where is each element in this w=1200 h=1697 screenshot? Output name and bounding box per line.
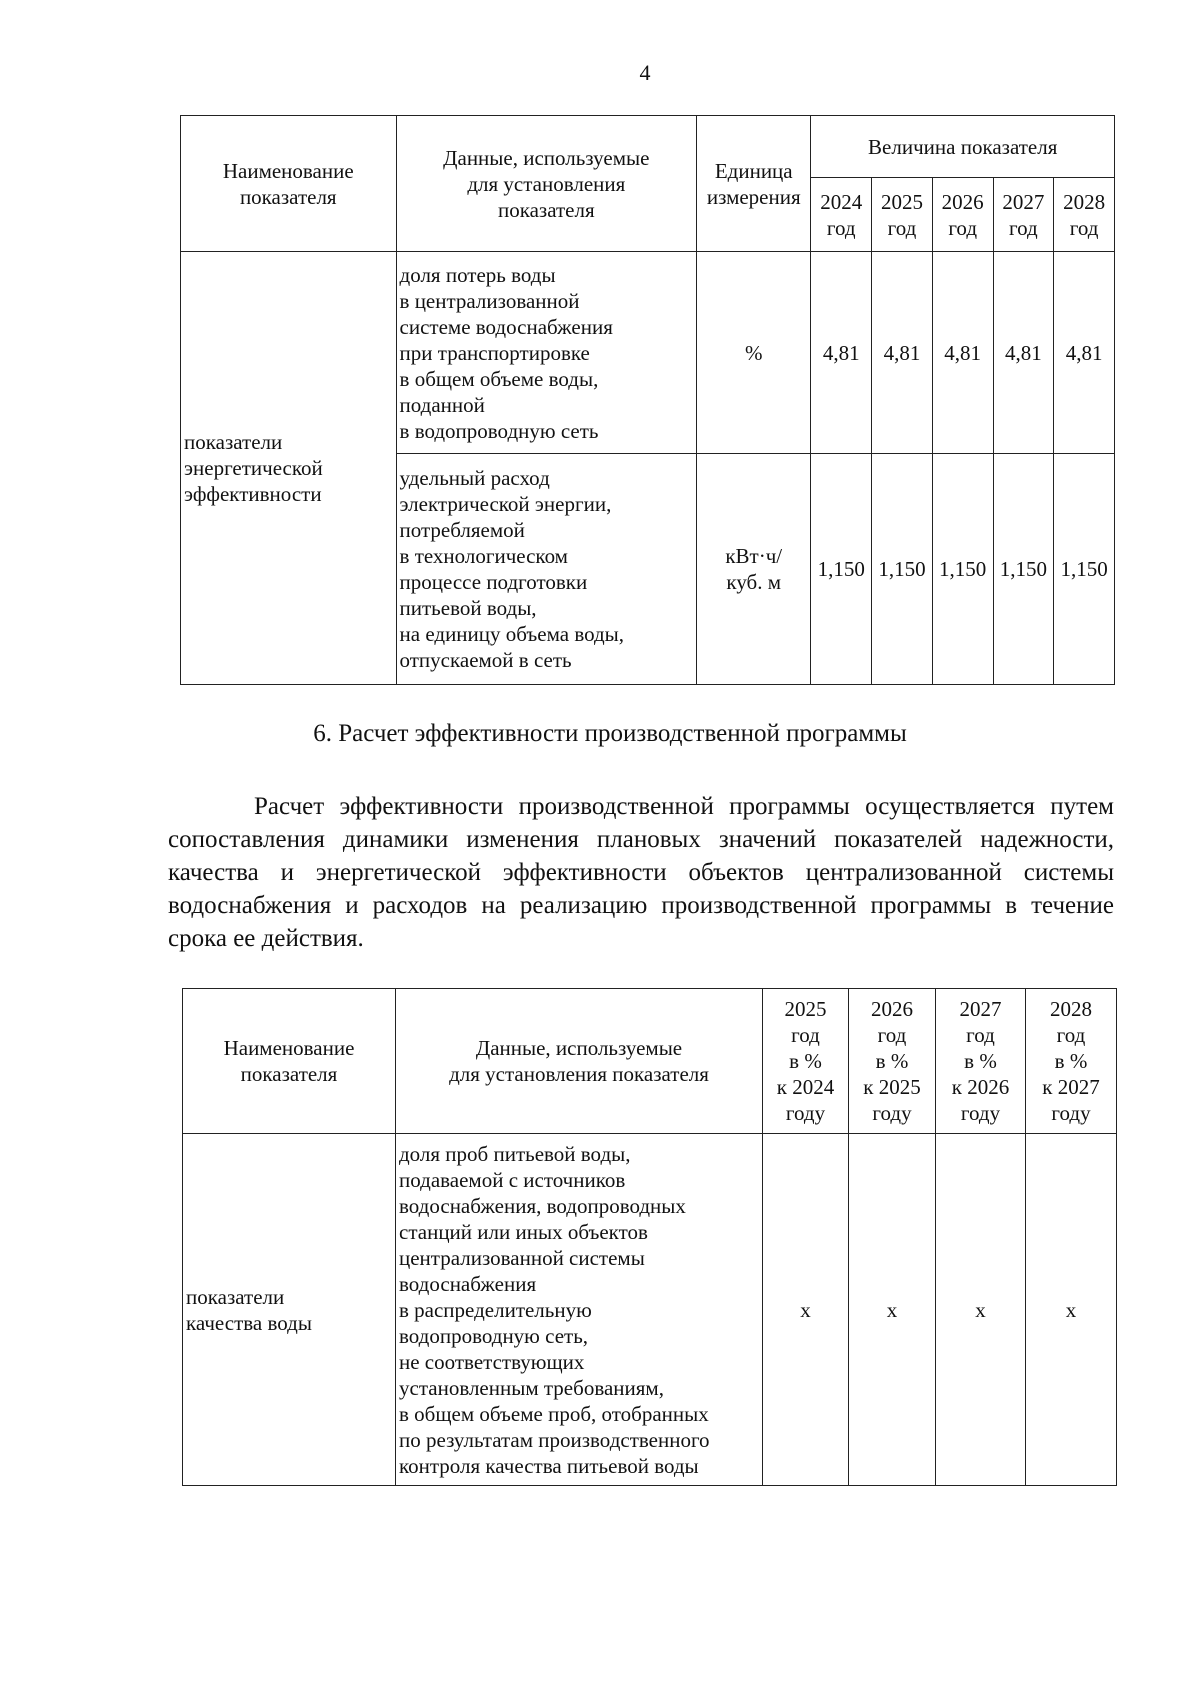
row-value: 4,81 (811, 252, 872, 454)
header-year-comparison: 2025 год в % к 2024 году (763, 989, 849, 1134)
section-title: 6. Расчет эффективности производственной программы (313, 720, 907, 747)
row-value: 1,150 (1054, 454, 1115, 685)
row-value: х (936, 1134, 1026, 1486)
page-number: 4 (639, 60, 651, 85)
header-value-group: Величина показателя (811, 116, 1115, 178)
energy-efficiency-table (180, 115, 1115, 685)
row-data-text: доля проб питьевой воды, подаваемой с источников водоснабжения, водопроводных станций или иных объектов централизованной системы водоснабжения в распределительную водопроводную сеть, не соответствующих установленным требованиям, в общем объеме проб, отобранных по результатам производственного контроля качества питьевой воды (396, 1134, 763, 1486)
row-value: 1,150 (811, 454, 872, 685)
row-value: х (763, 1134, 849, 1486)
row-value: х (849, 1134, 936, 1486)
header-indicator-name: Наименование показателя (183, 989, 396, 1134)
row-value: 4,81 (932, 252, 993, 454)
header-year: 2025 год (872, 178, 933, 252)
row-value: 1,150 (872, 454, 933, 685)
header-indicator-name: Наименование показателя (181, 116, 397, 252)
row-unit: кВт·ч/ куб. м (697, 454, 811, 685)
group-label: показатели энергетической эффективности (181, 252, 397, 685)
row-unit: % (697, 252, 811, 454)
group-label: показатели качества воды (183, 1134, 396, 1486)
row-data-text: доля потерь воды в централизованной системе водоснабжения при транспортировке в общем объеме воды, поданной в водопроводную сеть (396, 252, 697, 454)
water-quality-table (182, 988, 1117, 1486)
header-data-used: Данные, используемые для установления показателя (396, 989, 763, 1134)
row-data-text: удельный расход электрической энергии, потребляемой в технологическом процессе подготовки питьевой воды, на единицу объема воды, отпускаемой в сеть (396, 454, 697, 685)
header-year: 2024 год (811, 178, 872, 252)
row-value: х (1026, 1134, 1117, 1486)
row-value: 4,81 (1054, 252, 1115, 454)
header-year-comparison: 2027 год в % к 2026 году (936, 989, 1026, 1134)
section-paragraph: Расчет эффективности производственной программы осуществляется путем сопоставления динамики изменения плановых значений показателей надежности, качества и энергетической эффективности объектов централизованной системы водоснабжения и расходов на реализацию производственной программы в течение срока ее действия. (168, 793, 1114, 952)
header-year: 2026 год (932, 178, 993, 252)
header-year-comparison: 2028 год в % к 2027 году (1026, 989, 1117, 1134)
row-value: 1,150 (993, 454, 1054, 685)
row-value: 4,81 (872, 252, 933, 454)
header-unit: Единица измерения (697, 116, 811, 252)
header-data-used: Данные, используемые для установления показателя (396, 116, 697, 252)
header-year: 2028 год (1054, 178, 1115, 252)
row-value: 1,150 (932, 454, 993, 685)
header-year-comparison: 2026 год в % к 2025 году (849, 989, 936, 1134)
header-year: 2027 год (993, 178, 1054, 252)
row-value: 4,81 (993, 252, 1054, 454)
